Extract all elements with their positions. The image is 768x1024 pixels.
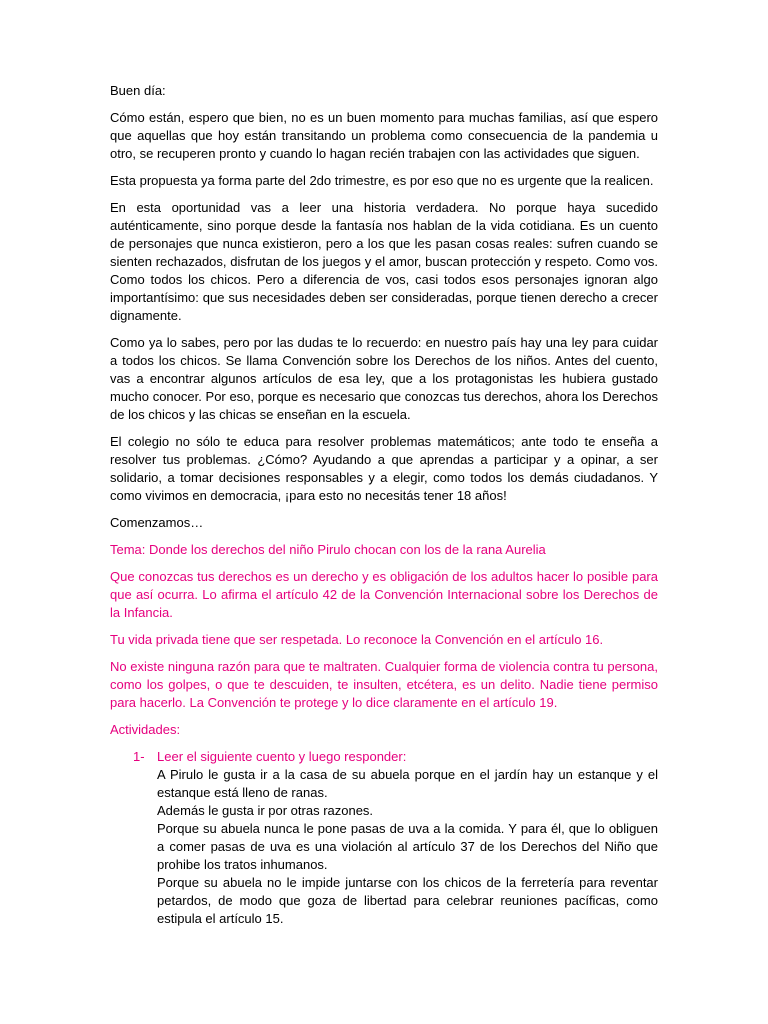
activities-list [110, 748, 658, 928]
trimester-note: Esta propuesta ya forma parte del 2do trimestre, es por eso que no es urgente que la realicen. [110, 173, 654, 188]
topic-title: Tema: Donde los derechos del niño Pirulo chocan con los de la rana Aurelia [110, 542, 546, 557]
article-16-paragraph: Tu vida privada tiene que ser respetada. Lo reconoce la Convención en el artículo 16. [110, 632, 604, 647]
story-text [110, 766, 658, 928]
article-19-paragraph: No existe ninguna razón para que te maltraten. Cualquier forma de violencia contra tu persona, como los golpes, o que te descuiden, te insulten, etcétera, es un delito. Nadie tiene permiso para hacerlo. La Convención te protege y lo dice claramente en el artículo 19. [110, 659, 658, 710]
activity-instruction: Leer el siguiente cuento y luego responder: [157, 749, 407, 764]
greeting: Buen día: [110, 83, 166, 98]
article-42-paragraph: Que conozcas tus derechos es un derecho y es obligación de los adultos hacer lo posible para que así ocurra. Lo afirma el artículo 42 de la Convención Internacional sobre los Derechos de la Infancia. [110, 569, 658, 620]
story-line: Además le gusta ir por otras razones. [157, 803, 374, 818]
activities-heading: Actividades: [110, 722, 181, 737]
school-paragraph: El colegio no sólo te educa para resolver problemas matemáticos; ante todo te enseña a resolver tus problemas. ¿Cómo? Ayudando a que aprendas a participar y a opinar, a ser solidario, a tomar decisiones responsables y a elegir, como todos los demás ciudadanos. Y como vivimos en democracia, ¡para esto no necesitás tener 18 años! [110, 434, 658, 503]
story-line: A Pirulo le gusta ir a la casa de su abuela porque en el jardín hay un estanque y el estanque está lleno de ranas. [157, 767, 658, 800]
story-line: Porque su abuela no le impide juntarse con los chicos de la ferretería para reventar petardos, de modo que goza de libertad para celebrar reuniones pacíficas, como estipula el artículo 15. [157, 875, 658, 926]
story-intro-paragraph: En esta oportunidad vas a leer una historia verdadera. No porque haya sucedido auténticamente, sino porque desde la fantasía nos hablan de la vida cotidiana. Es un cuento de personajes que nunca existieron, pero a los que les pasan cosas reales: sufren cuando se sienten rechazados, disfrutan de los juegos y el amor, buscan protección y respeto. Como vos. Como todos los chicos. Pero a diferencia de vos, casi todos esos personajes ignoran algo importantísimo: que sus necesidades deben ser consideradas, porque tienen derecho a crecer dignamente. [110, 200, 658, 323]
start-line: Comenzamos… [110, 515, 204, 530]
intro-paragraph: Cómo están, espero que bien, no es un buen momento para muchas familias, así que espero que aquellas que hoy están transitando un problema como consecuencia de la pandemia u otro, se recuperen pronto y cuando lo hagan recién trabajen con las actividades que siguen. [110, 110, 658, 161]
document-page [110, 82, 658, 928]
law-paragraph: Como ya lo sabes, pero por las dudas te lo recuerdo: en nuestro país hay una ley para cuidar a todos los chicos. Se llama Convención sobre los Derechos de los niños. Antes del cuento, vas a encontrar algunos artículos de esa ley, que a los protagonistas les hubiera gustado mucho conocer. Por eso, porque es necesario que conozcas tus derechos, ahora los Derechos de los chicos y las chicas se enseñan en la escuela. [110, 335, 658, 422]
activity-number: 1- [133, 749, 145, 764]
activity-item-1 [110, 748, 658, 766]
story-line: Porque su abuela nunca le pone pasas de uva a la comida. Y para él, que lo obliguen a comer pasas de uva es una violación al artículo 37 de los Derechos del Niño que prohibe los tratos inhumanos. [157, 821, 658, 872]
